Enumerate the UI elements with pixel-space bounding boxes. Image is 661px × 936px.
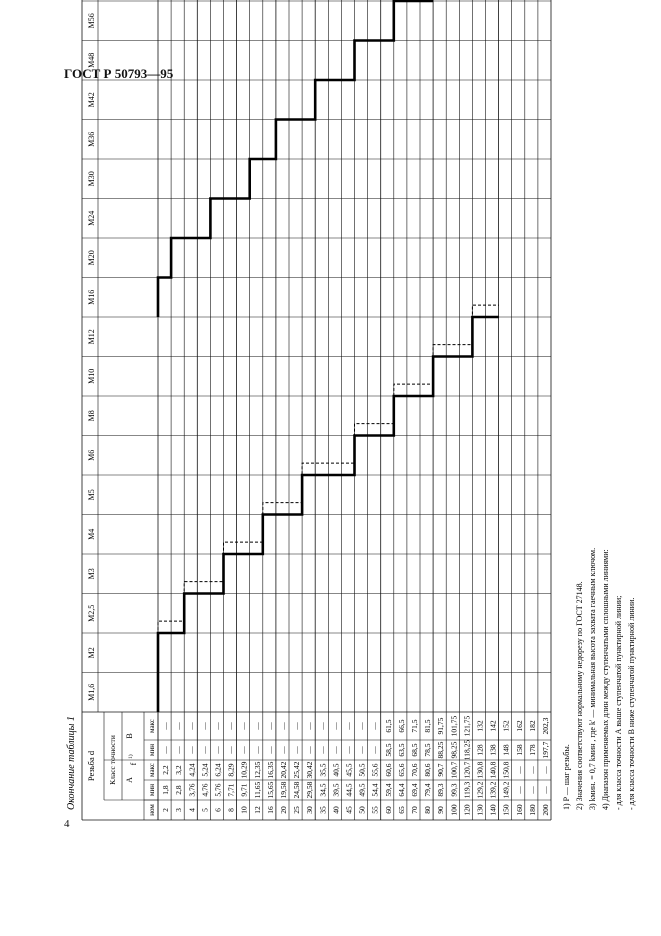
cell-b-min: 68,5	[410, 743, 419, 757]
cell-b-max: —	[213, 722, 223, 730]
cell-b-min: 128	[475, 744, 485, 756]
cell-b-max: —	[161, 722, 171, 730]
cell-b-max: —	[292, 722, 302, 730]
cell-b-min: —	[213, 746, 223, 754]
cell-b-max: —	[174, 722, 184, 730]
cell-nom: 65	[396, 806, 406, 814]
cell-b-min: 88,25	[436, 741, 446, 759]
cell-a-max: 20,42	[279, 761, 288, 779]
class-a-label: А	[125, 777, 134, 783]
footnotes	[562, 548, 636, 810]
cell-b-max: 91,75	[436, 717, 446, 735]
cell-a-min: 34,5	[318, 783, 328, 797]
cell-b-max: 142	[488, 720, 498, 732]
cell-nom: 80	[423, 806, 433, 814]
tool-label: М30	[87, 171, 96, 187]
cell-nom: 160	[514, 804, 524, 816]
cell-b-max: 182	[527, 720, 537, 732]
cell-a-min: 99,3	[449, 783, 459, 797]
cell-nom: 40	[331, 806, 341, 814]
tool-label: М12	[87, 329, 96, 345]
cell-b-min: 148	[501, 744, 511, 756]
cell-a-min: 129,2	[475, 781, 485, 799]
cell-b-min: 118,25	[462, 739, 472, 761]
cell-b-min: 158	[514, 744, 524, 756]
cell-b-max: —	[344, 722, 354, 730]
accuracy-class-header: Класс точности	[108, 735, 117, 785]
a-max-header: макс	[148, 763, 156, 777]
cell-a-min: 89,3	[436, 783, 446, 797]
f-note: f	[129, 762, 138, 766]
cell-nom: 50	[357, 806, 367, 814]
tool-label: М20	[87, 250, 96, 266]
cell-a-max: 50,5	[357, 763, 367, 777]
cell-nom: 120	[462, 804, 472, 816]
cell-nom: 12	[252, 806, 262, 814]
cell-b-min: 78,5	[423, 743, 433, 757]
cell-b-min: —	[292, 746, 302, 754]
cell-b-min: 63,5	[396, 743, 406, 757]
cell-a-min: 7,71	[226, 783, 236, 797]
cell-a-min: 69,4	[410, 783, 419, 797]
cell-b-min: —	[344, 746, 354, 754]
cell-nom: 35	[318, 806, 328, 814]
cell-a-min: —	[527, 786, 537, 794]
cell-b-max: —	[252, 722, 262, 730]
table-texts	[86, 0, 550, 816]
cell-b-max: 81,5	[423, 719, 433, 733]
cell-a-max: 16,35	[265, 761, 275, 779]
cell-a-max: 60,6	[383, 763, 393, 777]
cell-nom: 2	[161, 808, 171, 812]
tool-label: М10	[87, 368, 96, 384]
cell-a-min: 79,4	[423, 783, 433, 797]
cell-b-min: 178	[527, 744, 537, 756]
cell-a-max: 150,8	[501, 761, 511, 779]
cell-a-max: 25,42	[292, 761, 302, 779]
document-title: ГОСТ Р 50793—95	[64, 66, 174, 81]
cell-a-min: 39,5	[331, 783, 341, 797]
cell-a-max: 5,24	[200, 763, 210, 777]
page-number: 4	[64, 818, 70, 830]
footnote: 1) P — шаг резьбы.	[562, 744, 571, 810]
cell-nom: 8	[226, 808, 236, 812]
cell-a-min: 149,2	[501, 781, 511, 799]
cell-b-max: —	[357, 722, 367, 730]
footnote: 4) Диапазон применяемых длин между ступенчатыми сплошными линиями:	[601, 549, 610, 810]
cell-b-min: —	[226, 746, 236, 754]
cell-a-min: 29,58	[305, 781, 315, 799]
cell-nom: 140	[488, 804, 498, 816]
footnote: 3) kмин. = 0,7 kмин , где k' — минимальная высота захвата гаечным ключом.	[588, 547, 597, 810]
cell-b-min: —	[370, 746, 380, 754]
cell-b-min: 197,7	[541, 741, 550, 759]
cell-a-max: 30,42	[305, 761, 315, 779]
tool-label: М6	[87, 449, 96, 461]
tool-label: М16	[87, 289, 96, 305]
cell-b-max: —	[239, 722, 249, 730]
tool-label: М36	[87, 131, 96, 147]
b-max-header: макс	[148, 719, 156, 733]
cell-nom: 20	[279, 806, 288, 814]
tool-label: М1,6	[87, 683, 96, 701]
cell-b-max: —	[370, 722, 380, 730]
cell-a-max: 3,2	[174, 765, 184, 775]
cell-b-max: —	[187, 722, 197, 730]
tool-label: М48	[87, 52, 96, 68]
cell-a-min: 4,76	[200, 783, 210, 797]
a-min-header: мин	[148, 784, 156, 796]
cell-a-max: 40,5	[331, 763, 341, 777]
cell-a-max: 80,6	[423, 763, 433, 777]
cell-a-max: 140,8	[488, 761, 498, 779]
cell-nom: 150	[501, 804, 511, 816]
cell-a-max: 35,5	[318, 763, 328, 777]
cell-nom: 30	[305, 806, 315, 814]
cell-b-min: —	[239, 746, 249, 754]
cell-b-max: 132	[475, 720, 485, 732]
tool-label: М4	[87, 528, 96, 540]
cell-b-min: —	[318, 746, 328, 754]
cell-nom: 180	[527, 804, 537, 816]
cell-b-max: 162	[514, 720, 524, 732]
cell-a-max: 4,24	[187, 763, 197, 777]
cell-nom: 70	[410, 806, 419, 814]
cell-a-max: 55,6	[370, 763, 380, 777]
tool-label: М8	[87, 410, 96, 422]
cell-a-min: 49,5	[357, 783, 367, 797]
cell-a-max: —	[514, 766, 524, 774]
cell-a-max: —	[541, 766, 550, 774]
cell-a-min: 9,71	[239, 783, 249, 797]
cell-a-max: 130,8	[475, 761, 485, 779]
cell-a-min: 5,76	[213, 783, 223, 797]
cell-a-max: 12,35	[252, 761, 262, 779]
cell-a-max: 120,7	[462, 761, 472, 779]
cell-b-min: —	[252, 746, 262, 754]
cell-b-min: —	[331, 746, 341, 754]
cell-b-min: 138	[488, 744, 498, 756]
cell-b-max: —	[200, 722, 210, 730]
cell-b-max: —	[318, 722, 328, 730]
cell-a-min: 59,4	[383, 783, 393, 797]
cell-a-max: 8,29	[226, 763, 236, 777]
class-b-label: В	[125, 733, 134, 739]
cell-a-min: 44,5	[344, 783, 354, 797]
cell-nom: 45	[344, 806, 354, 814]
tool-label: М42	[87, 92, 96, 108]
tool-label: М2,5	[87, 604, 96, 622]
cell-nom: 16	[265, 806, 275, 814]
cell-nom: 100	[449, 804, 459, 816]
cell-nom: 90	[436, 806, 446, 814]
cell-nom: 10	[239, 806, 249, 814]
cell-b-max: —	[331, 722, 341, 730]
thread-header: Резьба d	[86, 750, 96, 782]
cell-b-min: —	[265, 746, 275, 754]
footnote: - для класса точности А выше ступенчатой пунктирной линии;	[614, 595, 623, 810]
cell-a-min: 2,8	[174, 785, 184, 795]
cell-nom: 60	[383, 806, 393, 814]
cell-nom: 55	[370, 806, 380, 814]
cell-a-min: 11,65	[252, 781, 262, 799]
cell-b-max: —	[226, 722, 236, 730]
cell-b-max: —	[279, 722, 288, 730]
cell-a-max: 10,29	[239, 761, 249, 779]
cell-nom: 200	[541, 804, 550, 816]
cell-nom: 5	[200, 808, 210, 812]
cell-a-max: 45,5	[344, 763, 354, 777]
cell-b-max: 152	[501, 720, 511, 732]
cell-b-min: —	[161, 746, 171, 754]
cell-a-min: 3,76	[187, 783, 197, 797]
cell-b-max: 202,3	[541, 717, 550, 735]
cell-a-min: 64,4	[396, 783, 406, 797]
cell-a-max: 100,7	[449, 761, 459, 779]
cell-b-min: —	[279, 746, 288, 754]
cell-b-min: —	[200, 746, 210, 754]
cell-b-min: —	[187, 746, 197, 754]
b-min-header: мин	[148, 744, 156, 756]
cell-b-max: —	[265, 722, 275, 730]
cell-b-min: —	[357, 746, 367, 754]
cell-a-max: 65,6	[396, 763, 406, 777]
cell-a-max: —	[527, 766, 537, 774]
tool-label: М56	[87, 13, 96, 29]
cell-nom: 4	[187, 808, 197, 812]
f-note-sup: 1)	[128, 754, 134, 759]
cell-b-min: —	[305, 746, 315, 754]
cell-b-max: 66,5	[396, 719, 406, 733]
cell-a-min: —	[514, 786, 524, 794]
nom-header: ном	[148, 804, 156, 816]
cell-a-min: 24,58	[292, 781, 302, 799]
table-rotated-group	[66, 0, 636, 820]
cell-a-max: 70,6	[410, 763, 419, 777]
cell-a-min: 1,8	[161, 785, 171, 795]
tool-label: М5	[87, 489, 96, 501]
table-grid	[82, 0, 551, 820]
cell-nom: 25	[292, 806, 302, 814]
cell-b-min: —	[174, 746, 184, 754]
cell-a-min: 54,4	[370, 783, 380, 797]
cell-b-max: 101,75	[449, 715, 459, 737]
cell-b-max: 71,5	[410, 719, 419, 733]
cell-a-max: 90,7	[436, 763, 446, 777]
cell-nom: 3	[174, 808, 184, 812]
cell-a-min: 19,58	[279, 781, 288, 799]
cell-a-max: 6,24	[213, 763, 223, 777]
tool-label: М3	[87, 568, 96, 580]
tool-label: М2	[87, 647, 96, 659]
cell-b-min: 58,5	[383, 743, 393, 757]
table-caption: Окончание таблицы 1	[66, 716, 77, 810]
cell-a-min: 15,65	[265, 781, 275, 799]
cell-a-max: 2,2	[161, 765, 171, 775]
cell-b-max: —	[305, 722, 315, 730]
cell-b-max: 61,5	[383, 719, 393, 733]
cell-a-min: —	[541, 786, 550, 794]
footnote: 2) Значения соответствуют нормальному недорезу по ГОСТ 27148.	[575, 581, 584, 810]
cell-nom: 130	[475, 804, 485, 816]
cell-a-min: 119,3	[462, 781, 472, 799]
cell-b-min: 98,25	[449, 741, 459, 759]
cell-b-max: 121,75	[462, 715, 472, 737]
cell-a-min: 139,2	[488, 781, 498, 799]
footnote: - для класса точности В ниже ступенчатой пунктирной линии.	[627, 597, 636, 810]
cell-nom: 6	[213, 808, 223, 812]
tool-label: М24	[87, 210, 96, 226]
